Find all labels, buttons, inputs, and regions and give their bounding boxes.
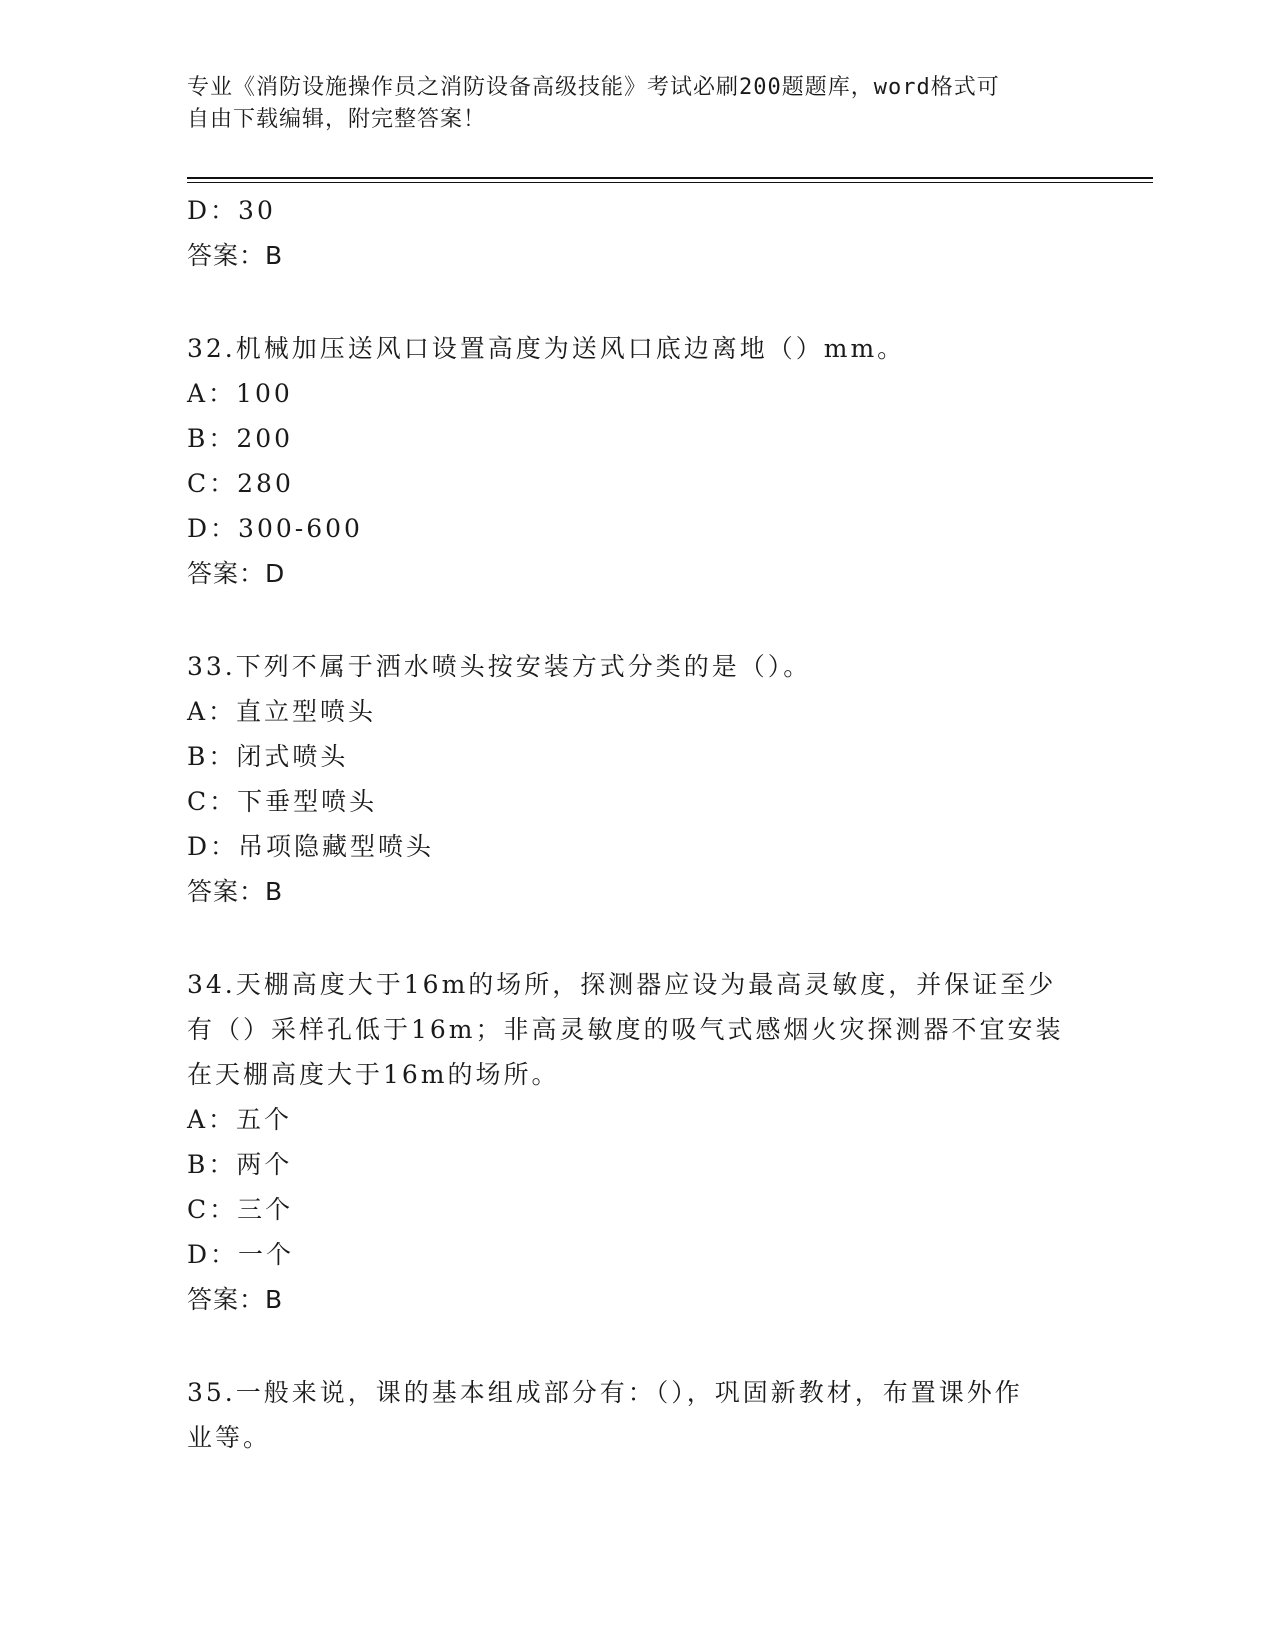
answer: 答案：D	[187, 559, 286, 588]
option-d: D：吊项隐藏型喷头	[187, 832, 435, 861]
option-b: B：200	[187, 424, 294, 453]
question-text-line-3: 在天棚高度大于16m的场所。	[187, 1060, 560, 1089]
option-c: C：下垂型喷头	[187, 787, 378, 816]
question-text-line-2: 业等。	[187, 1423, 272, 1452]
question-list	[187, 188, 1087, 1460]
question-35	[187, 1370, 1087, 1460]
question-text: 33.下列不属于洒水喷头按安装方式分类的是（）。	[187, 652, 812, 681]
question-33	[187, 644, 1087, 914]
option-d: D：300-600	[187, 514, 363, 543]
header-divider-thin	[187, 182, 1153, 183]
option-b: B：闭式喷头	[187, 742, 349, 771]
option-a: A：直立型喷头	[187, 697, 377, 726]
answer: 答案：B	[187, 877, 284, 906]
question-text: 32.机械加压送风口设置高度为送风口底边离地（）mm。	[187, 334, 906, 363]
option-a: A：五个	[187, 1105, 293, 1134]
header-line-2: 自由下载编辑，附完整答案！	[187, 107, 487, 132]
header-divider-thick	[187, 177, 1153, 179]
option-b: B：两个	[187, 1150, 293, 1179]
option-d: D：一个	[187, 1240, 295, 1269]
question-text-line-1: 34.天棚高度大于16m的场所，探测器应设为最高灵敏度，并保证至少	[187, 970, 1057, 999]
question-text-line-2: 有（）采样孔低于16m；非高灵敏度的吸气式感烟火灾探测器不宜安装	[187, 1015, 1064, 1044]
document-header	[187, 72, 1067, 136]
header-line-1: 专业《消防设施操作员之消防设备高级技能》考试必刷200题题库，word格式可	[187, 75, 1000, 100]
option-a: A：100	[187, 379, 293, 408]
question-34	[187, 962, 1087, 1322]
prev-answer: 答案：B	[187, 241, 284, 270]
answer: 答案：B	[187, 1285, 284, 1314]
option-c: C：三个	[187, 1195, 294, 1224]
question-text-line-1: 35.一般来说，课的基本组成部分有：（），巩固新教材，布置课外作	[187, 1378, 1023, 1407]
prev-option-d: D：30	[187, 196, 276, 225]
option-c: C：280	[187, 469, 294, 498]
question-32	[187, 326, 1087, 596]
